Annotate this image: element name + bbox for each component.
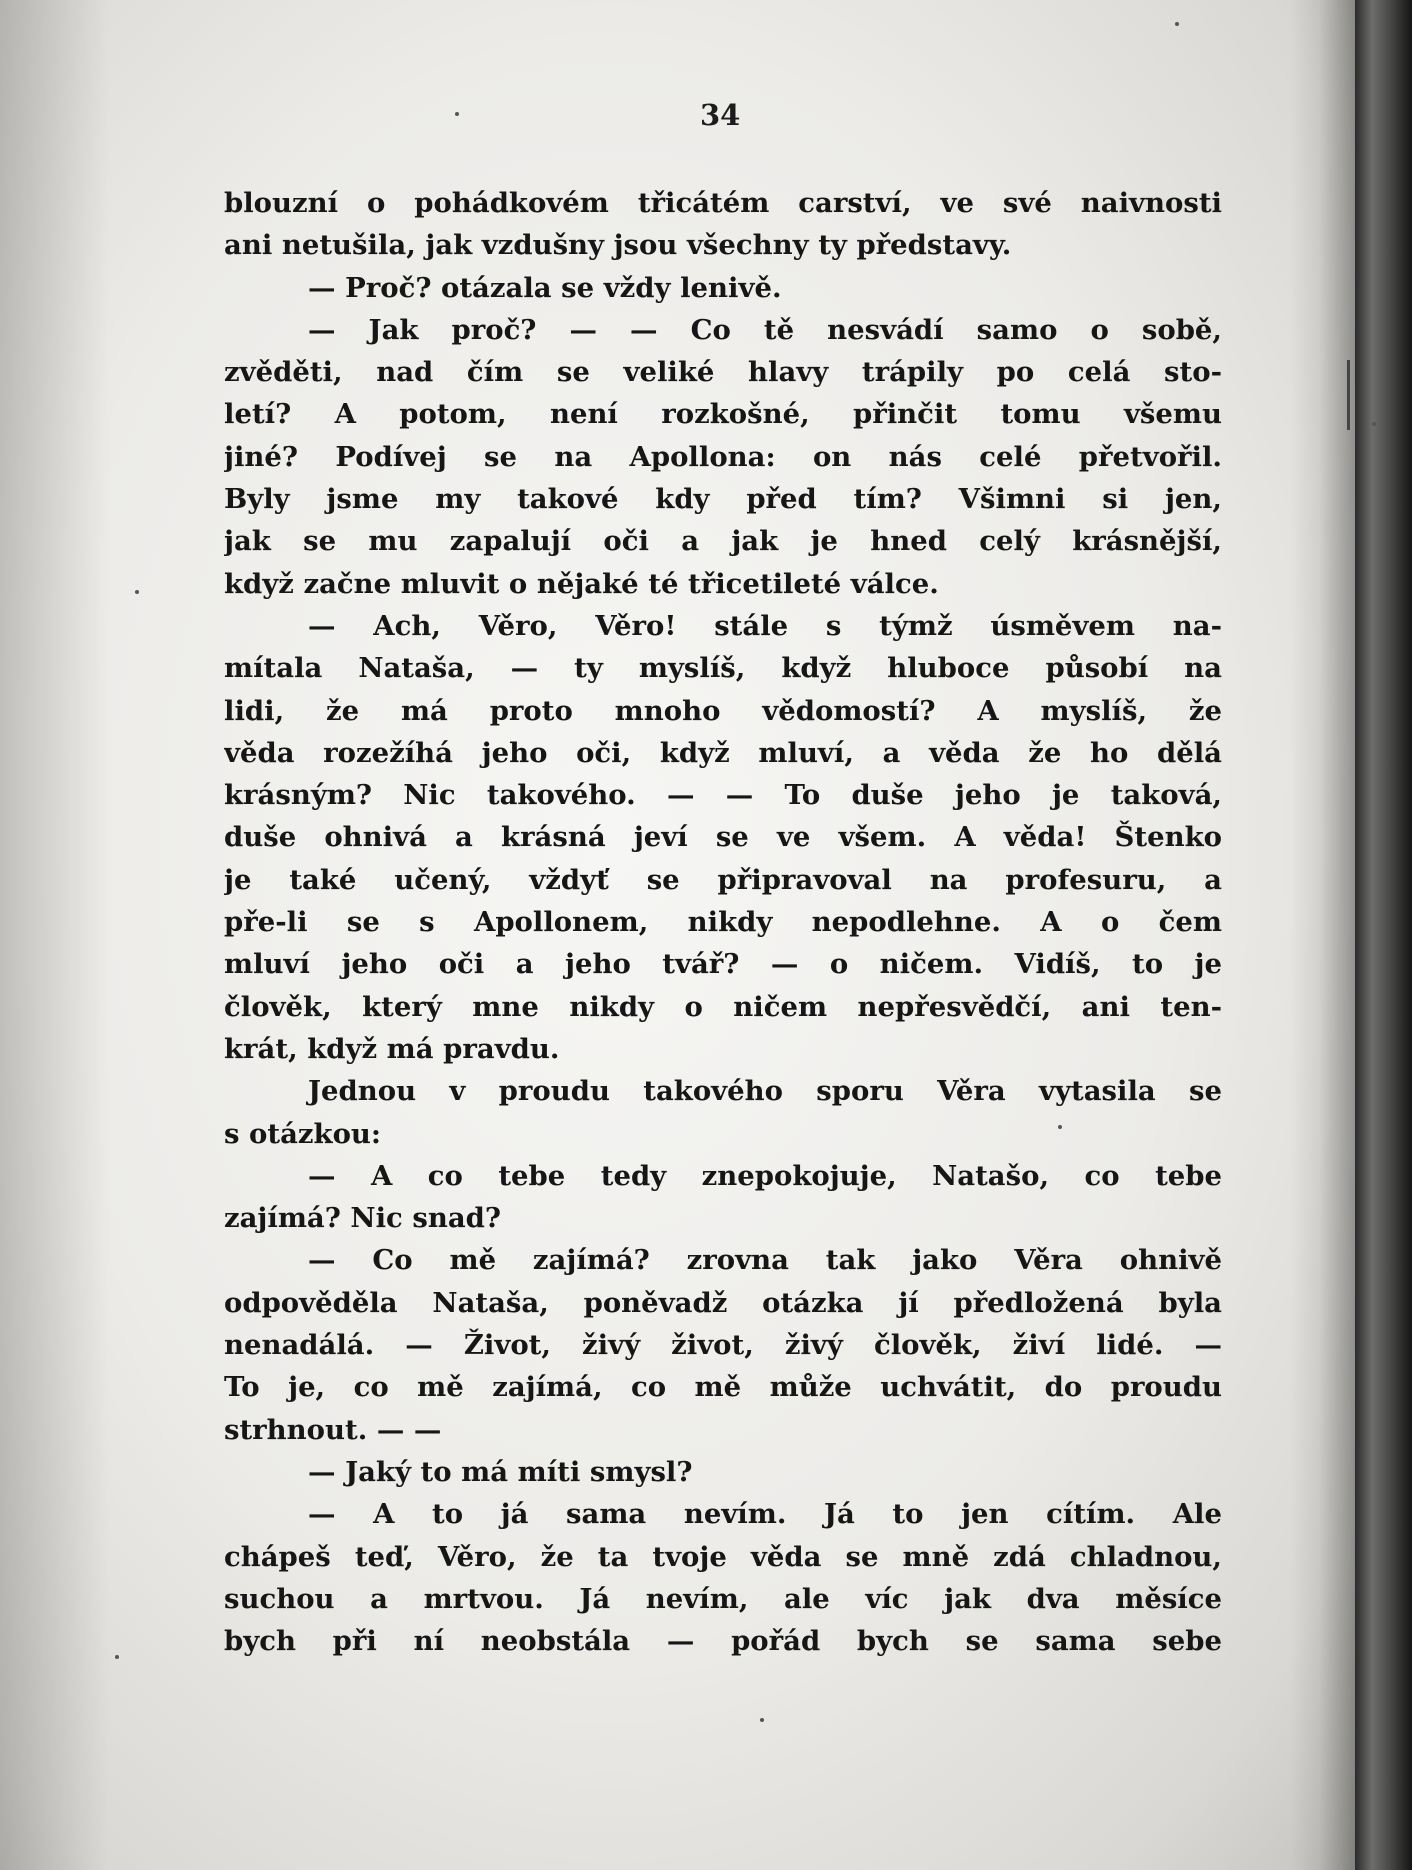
text-line: blouzní o pohádkovém třicátém carství, ve své naivnosti: [224, 187, 1222, 219]
text-line: krásným? Nic takového. — — To duše jeho je taková,: [224, 779, 1222, 812]
text-line: když začne mluvit o nějaké té třicetileté válce.: [224, 567, 939, 600]
text-line: jiné? Podívej se na Apollona: on nás celé přetvořil.: [224, 440, 1222, 473]
text-line: — Proč? otázala se vždy lenivě.: [308, 271, 782, 304]
text-line: lidi, že má proto mnoho vědomostí? A myslíš, že: [224, 694, 1222, 727]
dust-speck: [115, 1655, 119, 1659]
text-line: To je, co mě zajímá, co mě může uchvátit, do proudu: [224, 1371, 1222, 1404]
text-line: zvěděti, nad čím se veliké hlavy trápily po celá sto-: [224, 356, 1222, 389]
text-line: Jednou v proudu takového sporu Věra vytasila se: [308, 1075, 1222, 1108]
dust-speck: [135, 590, 139, 594]
dust-speck: [1372, 422, 1376, 426]
text-line: pře-li se s Apollonem, nikdy nepodlehne. A o čem: [224, 906, 1222, 939]
text-line: — Ach, Věro, Věro! stále s týmž úsměvem na-: [308, 609, 1222, 642]
text-line: odpověděla Nataša, poněvadž otázka jí předložená byla: [224, 1286, 1222, 1319]
text-line: letí? A potom, není rozkošné, přinčit tomu všemu: [224, 398, 1222, 431]
text-line: s otázkou:: [224, 1117, 382, 1150]
text-line: — A co tebe tedy znepokojuje, Natašo, co tebe: [308, 1159, 1222, 1192]
page-edge-mark: [1347, 360, 1350, 430]
text-line: ani netušila, jak vzdušny jsou všechny ty představy.: [224, 229, 1012, 262]
binding-gutter-shadow: [1290, 0, 1355, 1870]
adjacent-page-edge: [1355, 0, 1412, 1870]
text-line: je také učený, vždyť se připravoval na profesuru, a: [224, 863, 1222, 896]
body-text: [224, 182, 1222, 1662]
dust-speck: [760, 1718, 764, 1722]
text-line: strhnout. — —: [224, 1413, 442, 1446]
text-line: Byly jsme my takové kdy před tím? Všimni si jen,: [224, 483, 1222, 516]
text-line: chápeš teď, Věro, že ta tvoje věda se mně zdá chladnou,: [224, 1540, 1222, 1573]
text-line: — Jaký to má míti smysl?: [308, 1455, 693, 1488]
text-line: mluví jeho oči a jeho tvář? — o ničem. Vidíš, to je: [224, 948, 1222, 981]
text-line: krát, když má pravdu.: [224, 1032, 560, 1065]
text-line: nenadálá. — Život, živý život, živý člověk, živí lidé. —: [224, 1329, 1222, 1362]
page-left-shadow: [0, 0, 110, 1870]
dust-speck: [455, 112, 459, 116]
dust-speck: [1175, 22, 1179, 26]
text-line: věda rozežíhá jeho oči, když mluví, a věda že ho dělá: [224, 736, 1222, 769]
page-number: 34: [700, 98, 741, 132]
text-line: člověk, který mne nikdy o ničem nepřesvědčí, ani ten-: [224, 990, 1222, 1023]
text-line: — Jak proč? — — Co tě nesvádí samo o sobě,: [308, 313, 1222, 346]
text-line: — A to já sama nevím. Já to jen cítím. Ale: [308, 1498, 1222, 1531]
text-line: duše ohnivá a krásná jeví se ve všem. A věda! Štenko: [224, 821, 1222, 854]
text-line: suchou a mrtvou. Já nevím, ale víc jak dva měsíce: [224, 1582, 1222, 1615]
text-line: zajímá? Nic snad?: [224, 1202, 501, 1235]
text-line: bych při ní neobstála — pořád bych se sama sebe: [224, 1625, 1222, 1658]
text-line: jak se mu zapalují oči a jak je hned celý krásnější,: [224, 525, 1222, 558]
text-line: — Co mě zajímá? zrovna tak jako Věra ohnivě: [308, 1244, 1222, 1277]
text-line: mítala Nataša, — ty myslíš, když hluboce působí na: [224, 652, 1222, 685]
